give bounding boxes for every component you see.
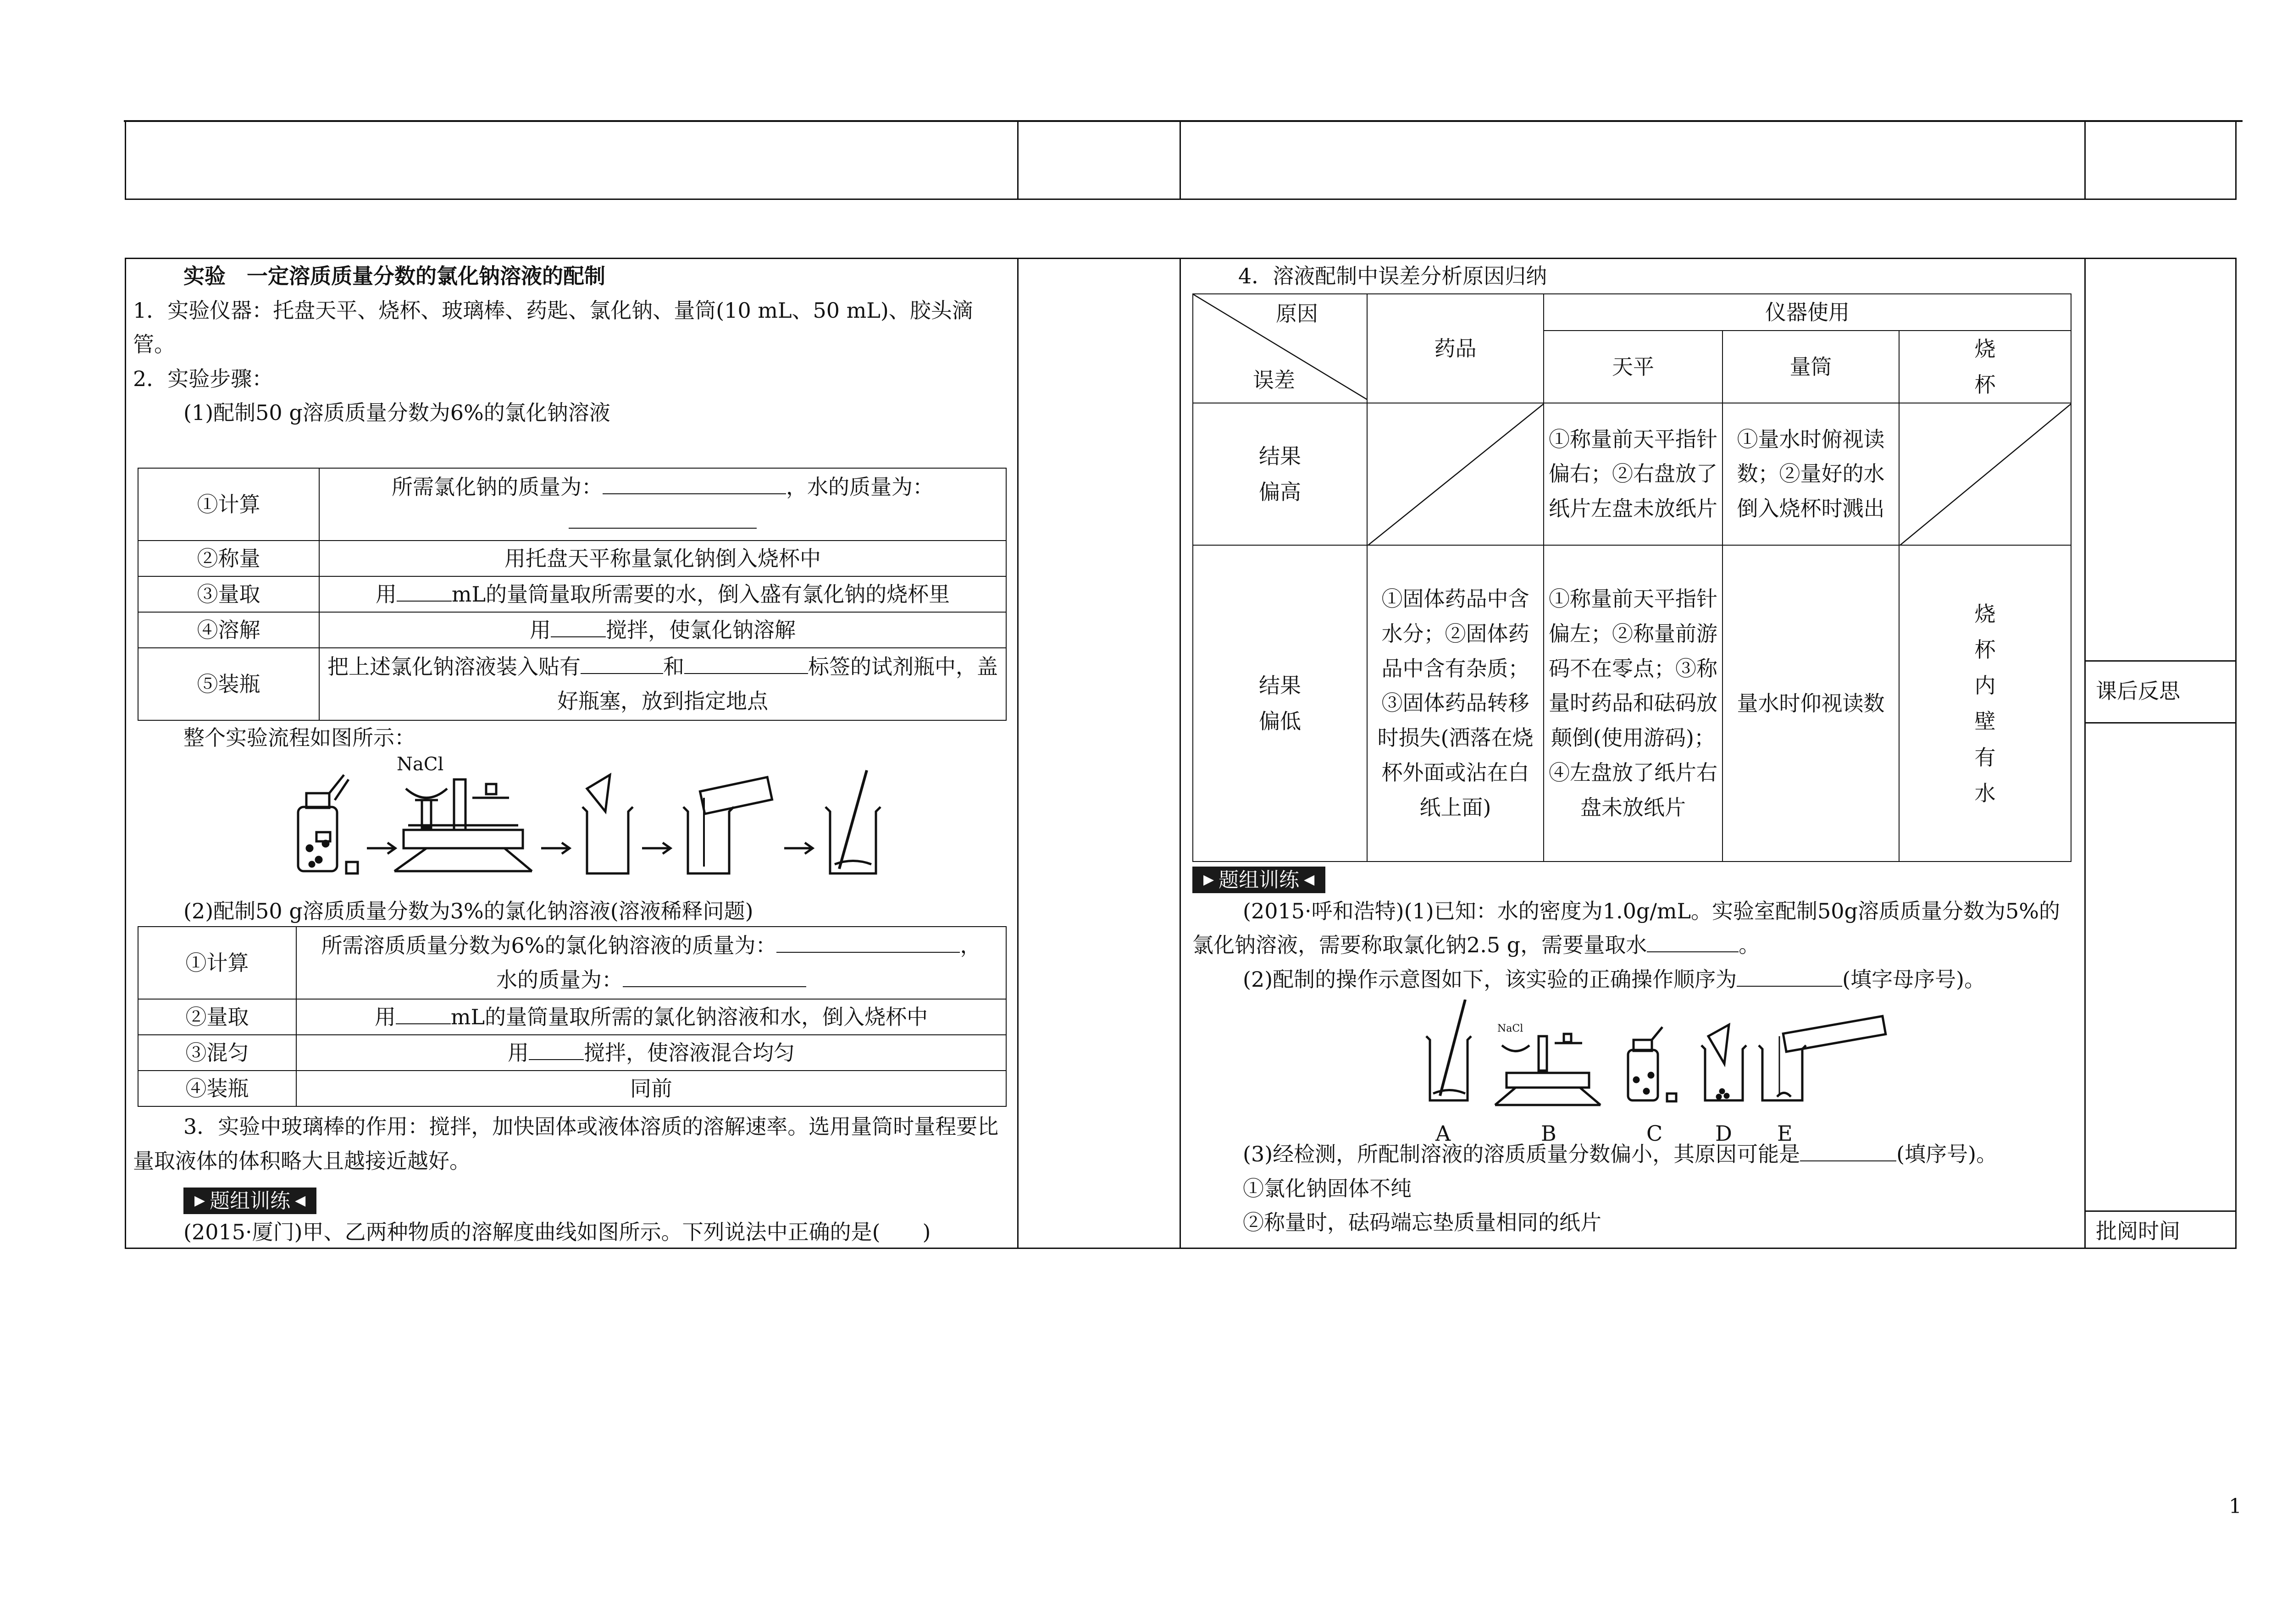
t1-bottle-text-c: 标签的试剂瓶中，盖好瓶塞，放到指定地点	[557, 654, 998, 713]
fig-label-c: C	[1646, 1121, 1663, 1146]
t2-measure-text-b: mL的量筒量取所需的氯化钠溶液和水，倒入烧杯中	[450, 1004, 928, 1029]
t1-dissolve-cell	[319, 612, 1006, 648]
fig-label-a: A	[1435, 1121, 1451, 1146]
high-drug-empty	[1367, 403, 1544, 545]
stirring-beaker-icon	[1426, 1000, 1471, 1100]
t1-bottle-cell	[319, 648, 1006, 720]
triangle-right-icon: ▶	[1203, 872, 1214, 888]
fig-nacl-label: NaCl	[1497, 1023, 1523, 1034]
stirring-beaker-icon	[825, 770, 881, 873]
fig-label-b: B	[1541, 1121, 1556, 1146]
water-mass-blank[interactable]	[569, 507, 757, 529]
steps-title: 2．实验步骤：	[133, 366, 273, 391]
low-balance: ①称量前天平指针偏左；②称量前游码不在零点；③称量时药品和砝码放颠倒(使用游码)；④左盘放了纸片右盘未放纸片	[1544, 545, 1723, 862]
header-divider-2	[1180, 122, 1181, 200]
reflection-label: 课后反思	[2096, 679, 2180, 703]
side-line-1	[2084, 660, 2237, 662]
side-line-3	[2084, 1210, 2237, 1212]
high-drug-slash	[1368, 403, 1544, 546]
right-practice	[1192, 860, 2075, 996]
t2-mix-text-a: 用	[508, 1040, 529, 1065]
triangle-left-icon: ◀	[295, 1193, 306, 1209]
t2-calc-cell	[296, 927, 1006, 999]
header-divider-1	[1017, 122, 1019, 200]
t1-label-calc: ①计算	[138, 468, 319, 541]
header-cylinder: 量筒	[1723, 331, 1899, 403]
header-balance: 天平	[1544, 331, 1723, 403]
reagent-bottle-icon	[298, 775, 358, 873]
diagonal-header-cell	[1193, 294, 1367, 403]
t2-calc-text-c: 水的质量为：	[496, 967, 623, 992]
question-part-2-end: (填字母序号)。	[1842, 967, 1986, 992]
fig-label-d: D	[1715, 1121, 1732, 1146]
t2-label-mix: ③混匀	[138, 1035, 296, 1071]
high-cylinder: ①量水时俯视读数；②量好的水倒入烧杯时溅出	[1723, 403, 1899, 545]
t1-measure-text-b: mL的量筒量取所需要的水，倒入盛有氯化钠的烧杯里	[451, 581, 950, 607]
t1-dissolve-text-a: 用	[530, 617, 551, 642]
t2-measure-cell	[296, 999, 1006, 1035]
pouring-cylinder-icon	[683, 777, 772, 873]
main-divider-mid	[1180, 258, 1181, 1249]
pouring-cylinder-icon	[1759, 1016, 1886, 1100]
steps-table-1	[138, 468, 1007, 721]
high-beaker-empty	[1899, 403, 2071, 545]
low-beaker-text: 烧杯内壁有水	[1974, 601, 1996, 806]
left-question: (2015·厦门)甲、乙两种物质的溶解度曲线如图所示。下列说法中正确的是( )	[183, 1219, 931, 1244]
high-balance: ①称量前天平指针偏右；②右盘放了纸片左盘未放纸片	[1544, 403, 1723, 545]
t2-mix-cell	[296, 1035, 1006, 1071]
water-volume-blank[interactable]	[1647, 930, 1739, 952]
experiment-flow-figure	[289, 757, 922, 885]
row-high-label	[1193, 403, 1367, 545]
flow-nacl-label: NaCl	[397, 757, 444, 775]
balance-icon	[394, 757, 532, 871]
low-drug: ①固体药品中含水分；②固体药品中含有杂质；③固体药品转移时损失(洒落在烧杯外面或沾在白纸上面)	[1367, 545, 1544, 862]
t2-calc-text-a: 所需溶质质量分数为6%的氯化钠溶液的质量为：	[321, 933, 777, 958]
t2-calc-text-b: ，	[960, 933, 981, 958]
flow-arrow-icon	[642, 843, 670, 854]
side-line-2	[2084, 722, 2237, 724]
balance-icon	[1495, 1023, 1601, 1105]
t1-bottle-text-b: 和	[663, 654, 684, 679]
label-name-blank[interactable]	[581, 652, 663, 674]
stir-tool-blank[interactable]	[551, 615, 606, 637]
question-part-3-text: (3)经检测，所配制溶液的溶质质量分数偏小，其原因可能是	[1243, 1142, 1800, 1166]
row-low-text: 结果偏低	[1259, 673, 1301, 734]
header-beaker	[1899, 331, 2071, 403]
header-drug: 药品	[1367, 294, 1544, 403]
right-practice-bottom	[1192, 1137, 2075, 1240]
t1-calc-cell	[319, 468, 1006, 541]
question-part-1-end: 。	[1739, 933, 1760, 958]
header-instrument-use: 仪器使用	[1544, 294, 2071, 331]
triangle-right-icon: ▶	[194, 1193, 205, 1209]
triangle-left-icon: ◀	[1304, 872, 1315, 888]
t2-cylinder-size-blank[interactable]	[396, 1002, 451, 1024]
practice-banner-right-text: 题组训练	[1219, 868, 1300, 892]
instruments-paragraph: 1．实验仪器：托盘天平、烧杯、玻璃棒、药匙、氯化钠、量筒(10 mL、50 mL)、胶头滴管。	[133, 298, 973, 357]
t1-calc-text-b: ，水的质量为：	[786, 475, 934, 500]
error-analysis-table	[1192, 293, 2071, 862]
header-divider-3	[2084, 122, 2086, 200]
glass-rod-paragraph: 3．实验中玻璃棒的作用：搅拌，加快固体或液体溶质的溶解速率。选用量筒时量程要比量取液体的体积略大且越接近越好。	[133, 1114, 999, 1173]
experiment-heading: 实验 一定溶质质量分数的氯化钠溶液的配制	[183, 264, 605, 288]
nacl-mass-blank[interactable]	[603, 472, 786, 494]
main-divider-right	[2084, 258, 2086, 1249]
beaker-icon	[1701, 1025, 1746, 1100]
t2-bottle-text: 同前	[296, 1071, 1006, 1106]
option-2: ②称量时，砝码端忘垫质量相同的纸片	[1243, 1210, 1601, 1235]
header-beaker-text: 烧杯	[1974, 337, 1996, 398]
question-part-3-end: (填序号)。	[1896, 1142, 1998, 1166]
t1-label-bottle: ⑤装瓶	[138, 648, 319, 720]
flow-arrow-icon	[541, 843, 570, 854]
t1-measure-cell	[319, 576, 1006, 612]
t2-stir-tool-blank[interactable]	[529, 1038, 584, 1060]
label-concentration-blank[interactable]	[684, 652, 808, 674]
header-error: 误差	[1253, 368, 1295, 392]
right-banner-row	[1192, 860, 2075, 894]
beaker-icon	[582, 775, 633, 873]
main-divider-left	[1017, 258, 1019, 1249]
left-column-bottom	[133, 1110, 1011, 1249]
question-part-3	[1192, 1137, 2075, 1171]
cylinder-size-blank[interactable]	[397, 580, 452, 602]
row-high-text: 结果偏高	[1259, 444, 1301, 505]
solution-mass-blank[interactable]	[776, 931, 960, 953]
t1-weigh-text: 用托盘天平称量氯化钠倒入烧杯中	[319, 541, 1006, 576]
option-1: ①氯化钠固体不纯	[1243, 1176, 1412, 1201]
flow-caption: 整个实验流程如图所示：	[183, 725, 415, 750]
flow-arrow-icon	[367, 843, 395, 854]
question-part-1-text: (2015·呼和浩特)(1)已知：水的密度为1.0g/mL。实验室配制50g溶质质量分数为5%的氯化钠溶液，需要称取氯化钠2.5 g，需要量取水	[1192, 898, 2060, 958]
practice-banner-left	[183, 1188, 316, 1214]
step1-title: (1)配制50 g溶质质量分数为6%的氯化钠溶液	[183, 400, 610, 425]
review-time-label: 批阅时间	[2096, 1219, 2180, 1243]
row-low-label	[1193, 545, 1367, 862]
high-beaker-slash	[1900, 403, 2071, 546]
reason-blank[interactable]	[1800, 1139, 1896, 1161]
t1-label-dissolve: ④溶解	[138, 612, 319, 648]
low-beaker	[1899, 545, 2071, 862]
question-part-2	[1192, 962, 2075, 997]
practice-banner-left-text: 题组训练	[210, 1189, 291, 1213]
header-reason: 原因	[1276, 301, 1318, 326]
t2-label-calc: ①计算	[138, 927, 296, 999]
page-number: 1	[2229, 1495, 2242, 1518]
t1-measure-text-a: 用	[375, 581, 397, 607]
t1-calc-text-a: 所需氯化钠的质量为：	[392, 475, 603, 500]
t2-water-mass-blank[interactable]	[623, 965, 806, 987]
right-heading: 4．溶液配制中误差分析原因归纳	[1238, 264, 1547, 288]
practice-banner-right	[1192, 867, 1325, 893]
left-banner-row	[133, 1181, 1011, 1215]
step2-title: (2)配制50 g溶质质量分数为3%的氯化钠溶液(溶液稀释问题)	[183, 899, 753, 923]
question-part-1	[1192, 894, 2075, 962]
t2-measure-text-a: 用	[374, 1004, 396, 1029]
question-part-2-text: (2)配制的操作示意图如下，该实验的正确操作顺序为	[1243, 967, 1737, 992]
t2-label-measure: ②量取	[138, 999, 296, 1035]
steps-table-2	[138, 926, 1007, 1107]
fig-label-e: E	[1777, 1121, 1793, 1146]
flow-arrow-icon	[784, 843, 813, 854]
t1-dissolve-text-b: 搅拌，使氯化钠溶解	[606, 617, 796, 642]
low-cylinder: 量水时仰视读数	[1723, 545, 1899, 862]
t1-label-measure: ③量取	[138, 576, 319, 612]
t2-mix-text-b: 搅拌，使溶液混合均匀	[584, 1040, 795, 1065]
reagent-bottle-icon	[1628, 1027, 1676, 1101]
order-blank[interactable]	[1737, 965, 1842, 987]
t1-label-weigh: ②称量	[138, 541, 319, 576]
t2-label-bottle: ④装瓶	[138, 1071, 296, 1106]
t1-bottle-text-a: 把上述氯化钠溶液装入贴有	[327, 654, 581, 679]
left-column	[133, 259, 1011, 430]
